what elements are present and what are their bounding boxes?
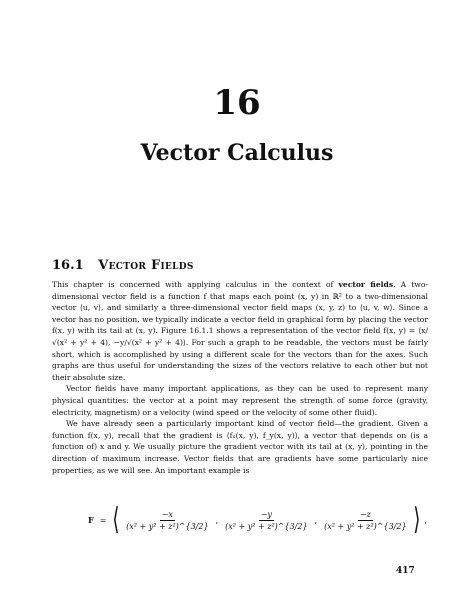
page-number: 417 bbox=[396, 566, 415, 576]
chapter-title: Vector Calculus bbox=[140, 140, 334, 166]
section-title: Vector Fields bbox=[98, 258, 194, 273]
fraction-2-numerator: −y bbox=[260, 509, 272, 519]
fraction-2 bbox=[223, 510, 309, 531]
comma-separator: , bbox=[215, 515, 219, 525]
open-angle-bracket: ⟨ bbox=[112, 502, 120, 537]
fraction-3 bbox=[322, 510, 408, 531]
display-equation bbox=[0, 503, 474, 537]
equation-row bbox=[88, 503, 427, 537]
paragraph-1-start: This chapter is concerned with applying calculus in the context of bbox=[52, 280, 339, 289]
equals-sign: = bbox=[99, 515, 107, 525]
section-heading bbox=[52, 259, 194, 272]
equation-lhs: F bbox=[88, 515, 94, 525]
paragraph-1 bbox=[52, 279, 428, 383]
fraction-1-denominator: (x² + y² + z²)^{3/2} bbox=[126, 521, 209, 531]
equation-trailing-comma: , bbox=[424, 515, 427, 525]
term-vector-fields: vector fields bbox=[338, 280, 394, 289]
close-angle-bracket: ⟩ bbox=[412, 502, 420, 537]
chapter-number: 16 bbox=[213, 83, 261, 123]
fraction-2-denominator: (x² + y² + z²)^{3/2} bbox=[225, 521, 308, 531]
paragraph-3: We have already seen a particularly important kind of vector field—the gradient. Given a function f(x, y), recall that the gradient is ⟨fₓ(x, y), f_y(x, y)⟩, a vector that depends on (is a function of) x and y. We usually picture the gradient vector with its tail at (x, y), pointing in the direction of maximum increase. Vector fields that are gradients have some particularly nice properties, as we will see. An important example is bbox=[52, 419, 428, 475]
paragraph-1-rest: . A two-dimensional vector field is a function f that maps each point (x, y) in ℝ² to a two-dimensional vector ⟨u, v⟩, and similarly a three-dimensional vector field maps (x, y, z) to ⟨u, v, w⟩. Since a vector has no position, we typically indicate a vector field in graphical form by placing the vector f(x, y) with its tail at (x, y). Figure 16.1.1 shows a representation of the vector field f(x, y) = ⟨x/√(x² + y² + 4), −y/√(x² + y² + 4)⟩. For such a graph to be readable, the vectors must be fairly short, which is accomplished by using a different scale for the vectors than for the axes. Such graphs are thus useful for understanding the sizes of the vectors relative to each other but not their absolute size. bbox=[52, 280, 428, 382]
section-number: 16.1 bbox=[52, 258, 84, 273]
fraction-3-denominator: (x² + y² + z²)^{3/2} bbox=[324, 521, 407, 531]
paragraph-2: Vector fields have many important applications, as they can be used to represent many physical quantities: the vector at a point may represent the strength of some force (gravity, electricity, magnetism) or a velocity (wind speed or the velocity of some other fluid). bbox=[52, 384, 428, 417]
body-text bbox=[52, 279, 428, 476]
fraction-3-numerator: −z bbox=[359, 509, 371, 519]
comma-separator: , bbox=[314, 515, 318, 525]
fraction-1-numerator: −x bbox=[161, 509, 173, 519]
fraction-1 bbox=[124, 510, 210, 531]
